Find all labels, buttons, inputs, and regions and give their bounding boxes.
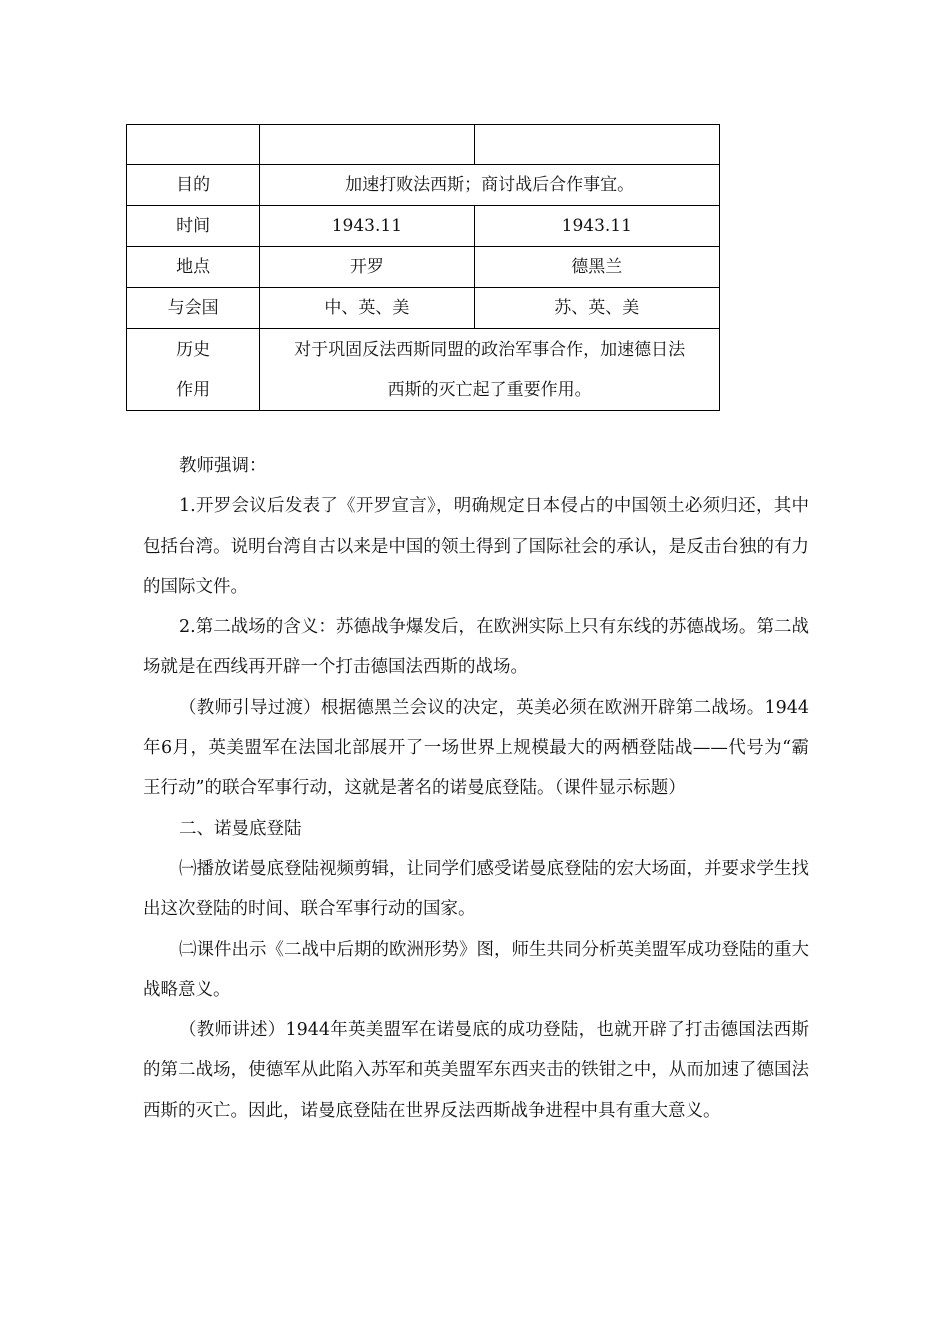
paragraph: 1.开罗会议后发表了《开罗宣言》，明确规定日本侵占的中国领土必须归还，其中包括台湾。说明台湾自古以来是中国的领土得到了国际社会的承认，是反击台独的有力的国际文件。 [143, 496, 809, 597]
purpose-value: 加速打败法西斯；商讨战后合作事宜。 [260, 165, 720, 206]
table-header-row [127, 125, 720, 165]
table-row [127, 329, 720, 411]
paragraph: ㈡课件出示《二战中后期的欧洲形势》图，师生共同分析英美盟军成功登陆的重大战略意义。 [143, 939, 809, 1000]
header-cell [260, 125, 474, 165]
row-label-line: 历史 [176, 339, 211, 360]
paragraph: 2.第二战场的含义：苏德战争爆发后，在欧洲实际上只有东线的苏德战场。第二战场就是在西线再开辟一个打击德国法西斯的战场。 [143, 617, 809, 678]
tehran-time: 1943.11 [474, 206, 719, 247]
table-row [127, 165, 720, 206]
role-value [260, 329, 720, 411]
role-value-line: 西斯的灭亡起了重要作用。 [387, 379, 592, 400]
row-label: 与会国 [127, 288, 260, 329]
row-label [127, 329, 260, 411]
cairo-participants: 中、英、美 [260, 288, 474, 329]
header-cell [127, 125, 260, 165]
tehran-place: 德黑兰 [474, 247, 719, 288]
table-row [127, 247, 720, 288]
role-value-line: 对于巩固反法西斯同盟的政治军事合作，加速德日法 [294, 339, 686, 360]
lesson-body [143, 446, 809, 1131]
table-row [127, 288, 720, 329]
tehran-participants: 苏、英、美 [474, 288, 719, 329]
row-label: 目的 [127, 165, 260, 206]
cairo-place: 开罗 [260, 247, 474, 288]
header-cell [474, 125, 719, 165]
section-title: 二、诺曼底登陆 [179, 818, 302, 839]
cairo-time: 1943.11 [260, 206, 474, 247]
paragraph: （教师引导过渡）根据德黑兰会议的决定，英美必须在欧洲开辟第二战场。1944年6月，英美盟军在法国北部展开了一场世界上规模最大的两栖登陆战——代号为“霸王行动”的联合军事行动，这就是著名的诺曼底登陆。（课件显示标题） [143, 697, 809, 799]
row-label: 地点 [127, 247, 260, 288]
emphasis-heading: 教师强调： [179, 456, 267, 476]
table-row [127, 206, 720, 247]
paragraph: ㈠播放诺曼底登陆视频剪辑，让同学们感受诺曼底登陆的宏大场面，并要求学生找出这次登陆的时间、联合军事行动的国家。 [143, 858, 809, 920]
conference-comparison-table [126, 124, 720, 411]
row-label-line: 作用 [176, 379, 211, 400]
row-label: 时间 [127, 206, 260, 247]
paragraph: （教师讲述）1944年英美盟军在诺曼底的成功登陆，也就开辟了打击德国法西斯的第二战场，使德军从此陷入苏军和英美盟军东西夹击的铁钳之中，从而加速了德国法西斯的灭亡。因此，诺曼底登陆在世界反法西斯战争进程中具有重大意义。 [143, 1020, 809, 1121]
